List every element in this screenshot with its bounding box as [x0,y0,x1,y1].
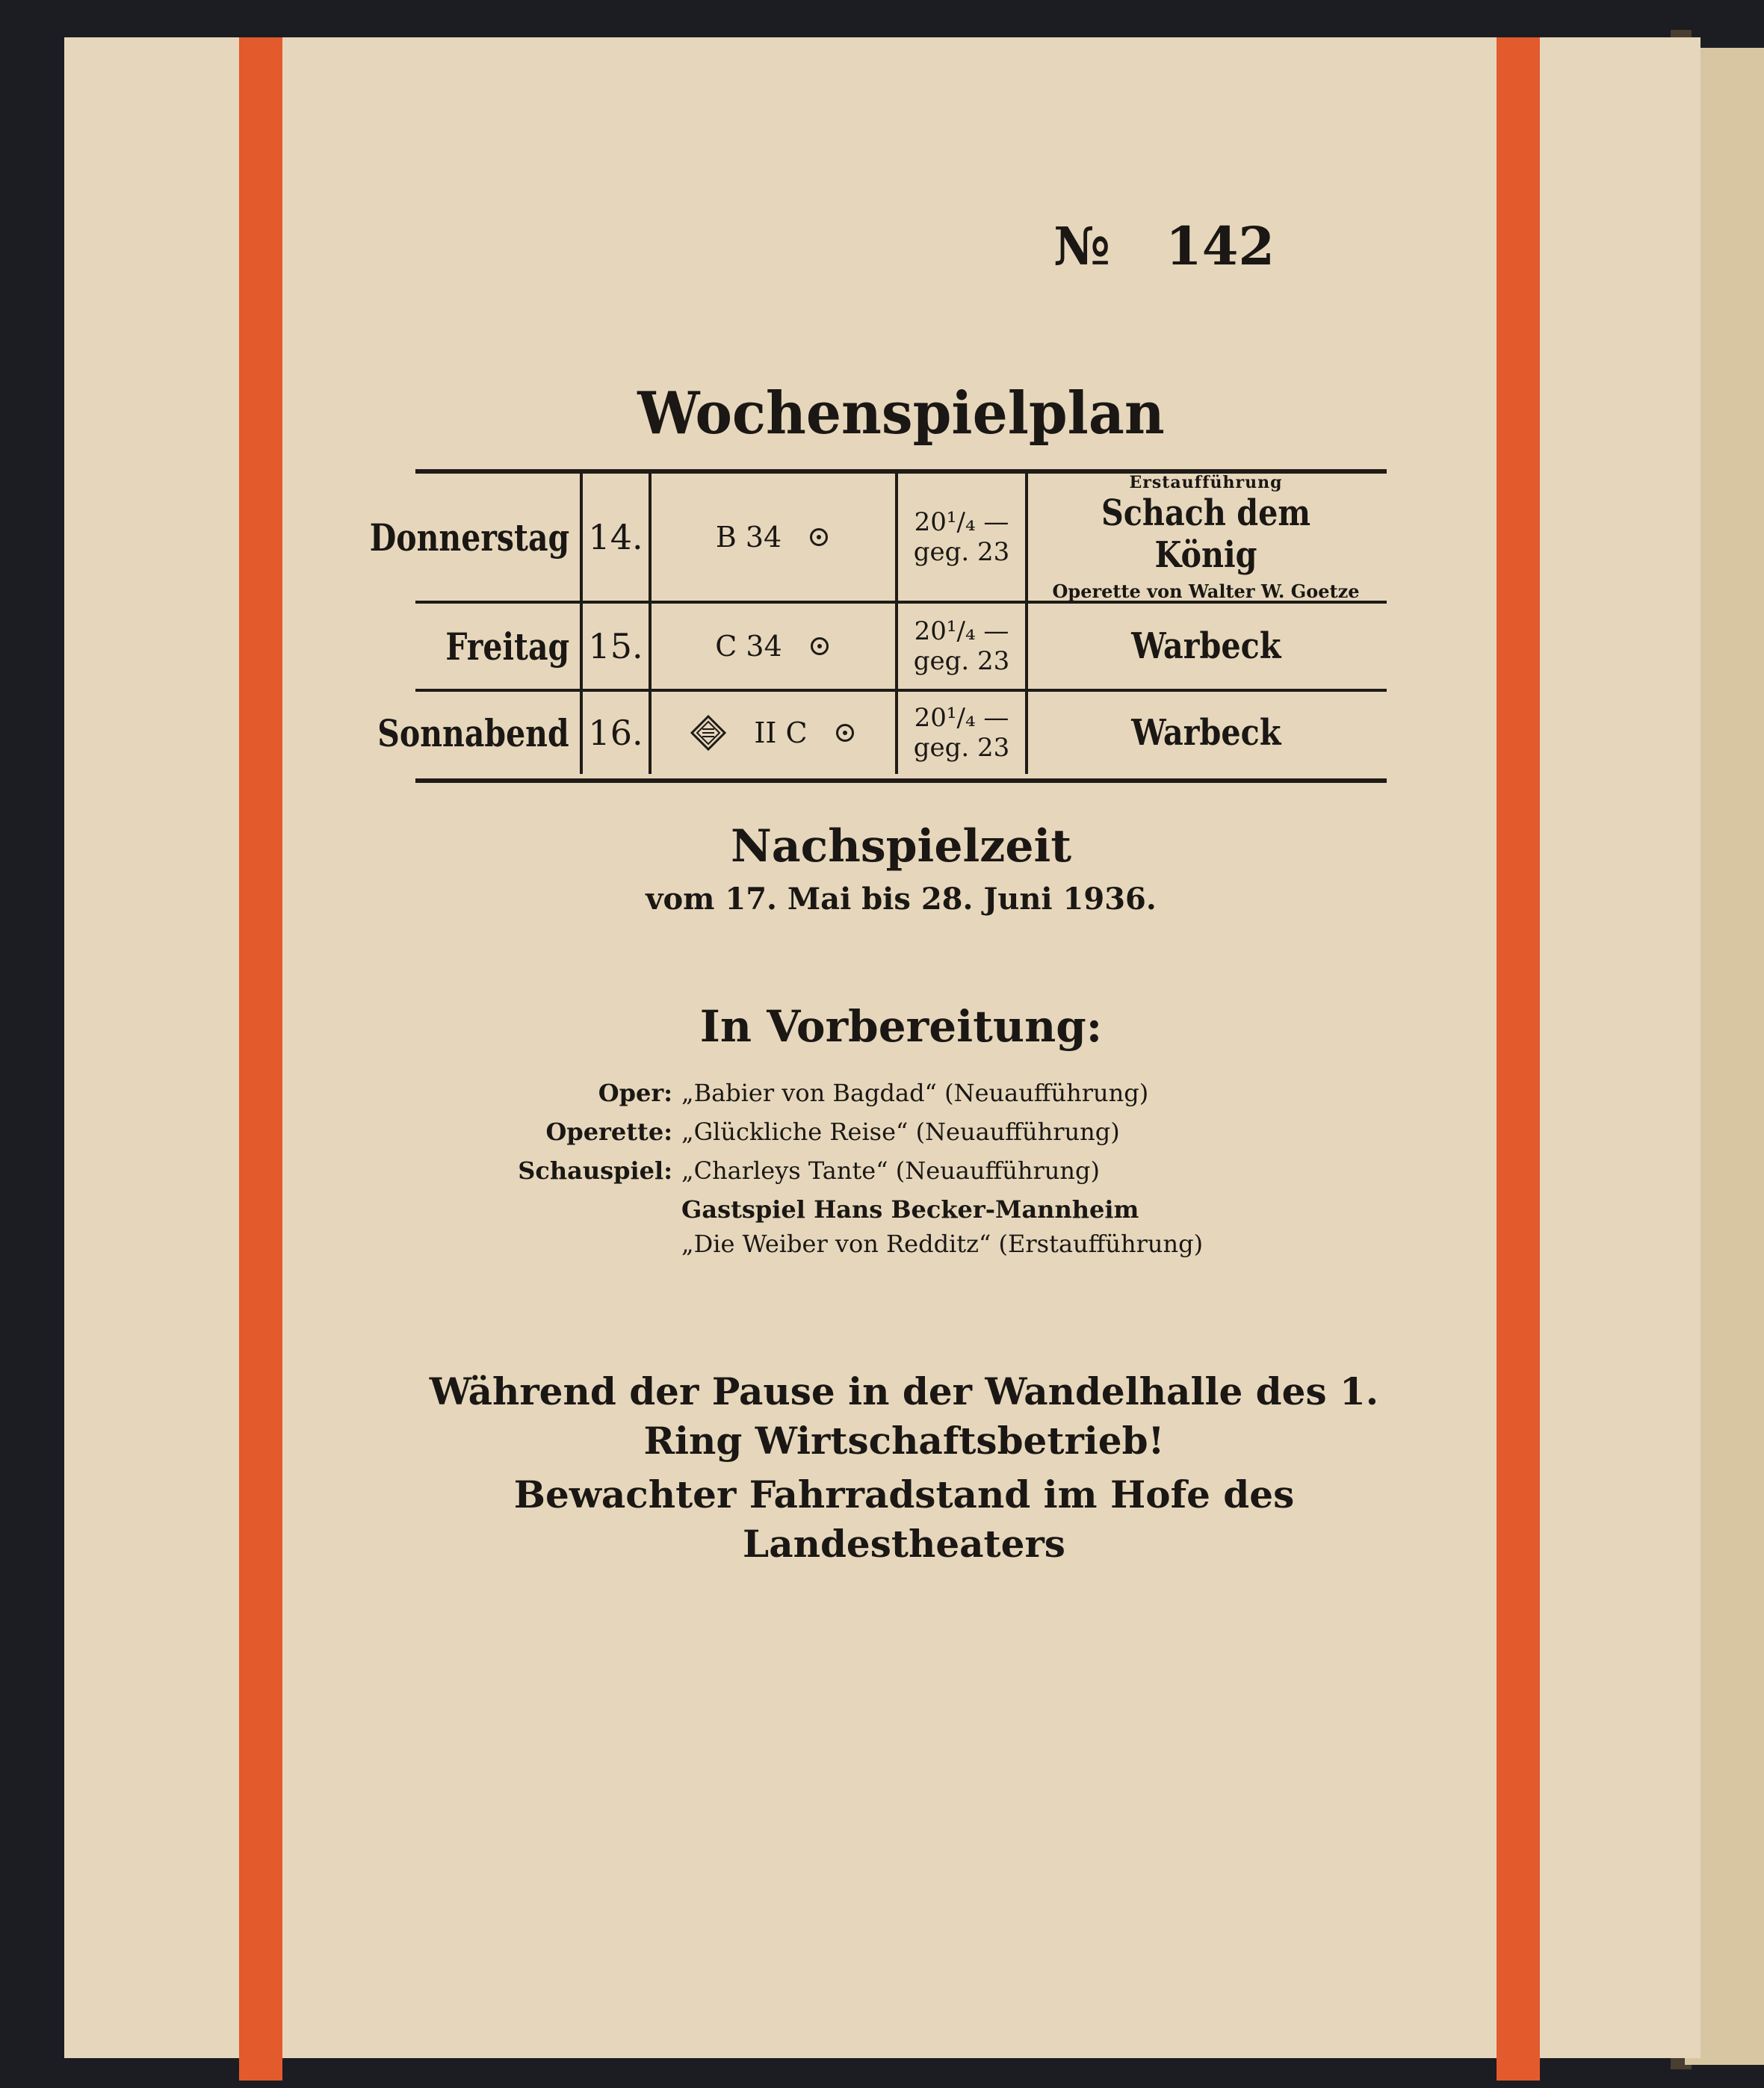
time-cell: 20¹/₄ — geg. 23 [895,474,1028,601]
day-cell: Donnerstag [369,515,569,560]
list-item: Operette: „Glückliche Reise“ (Neuaufführung) [545,1118,1120,1146]
table-row [369,472,1387,604]
series-cell: B 34 [649,474,895,601]
theater-emblem-icon [690,714,727,752]
series-cell: C 34 [649,604,895,689]
day-cell: Sonnabend [377,710,569,755]
pause-notice: Während der Pause in der Wandelhalle des 1. Ring Wirtschaftsbetrieb! [429,1369,1379,1463]
schedule-table [369,469,1387,783]
red-stripe-left [239,37,282,2081]
series-cell: II C [649,692,895,774]
table-row [377,692,1387,774]
list-item: Gastspiel Hans Becker-Mannheim [681,1195,1139,1224]
time-cell: 20¹/₄ — geg. 23 [895,692,1028,774]
preparation-list [508,1079,1255,1268]
list-item: Oper: „Babier von Bagdad“ (Neuaufführung) [598,1079,1149,1107]
play-subtitle: Operette von Walter W. Goetze [1052,580,1360,602]
play-cell [1025,692,1387,774]
date-cell: 15. [580,604,652,689]
play-cell [1025,474,1387,601]
list-item: „Die Weiber von Redditz“ (Erstaufführung) [681,1230,1204,1258]
premiere-note: Erstaufführung [1129,472,1283,492]
time-cell: 20¹/₄ — geg. 23 [895,604,1028,689]
play-title: Schach dem König [1101,492,1311,576]
play-title: Warbeck [1130,712,1281,754]
preparation-heading: In Vorbereitung: [699,1001,1103,1052]
nachspielzeit-heading: Nachspielzeit [730,820,1072,873]
subscription-mark-icon [811,637,829,655]
issue-number: № 142 [1053,215,1275,277]
date-cell: 14. [580,474,652,601]
play-title: Warbeck [1130,625,1281,667]
list-item: Schauspiel: „Charleys Tante“ (Neuaufführung) [518,1156,1100,1185]
red-stripe-right [1497,37,1540,2081]
subscription-mark-icon [836,724,854,742]
table-row [415,604,1387,692]
bicycle-notice: Bewachter Fahrradstand im Hofe des Landestheaters [513,1472,1295,1566]
nachspielzeit-dates: vom 17. Mai bis 28. Juni 1936. [646,882,1157,917]
date-cell: 16. [580,692,652,774]
subscription-mark-icon [810,528,828,546]
page-title: Wochenspielplan [637,380,1165,447]
day-cell: Freitag [445,624,569,669]
play-cell [1025,604,1387,689]
